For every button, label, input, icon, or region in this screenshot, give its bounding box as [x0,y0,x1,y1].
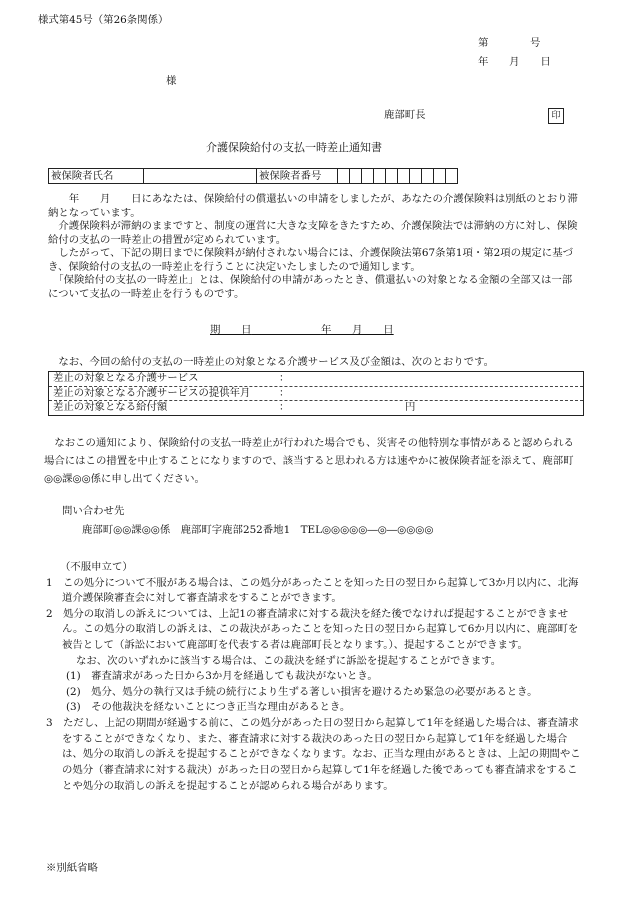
due-date-label: 期 日 [210,324,252,336]
target-row [49,372,583,387]
notice-text: なおこの通知により、保険給付の支払一時差止が行われた場合でも、災害その他特別な事情があると認められる場合にはこの措置を中止することになりますので、該当すると思われる方は速やかに被保険者証を添えて、鹿部町◎◎課◎◎係に申し出てください。 [44,437,574,486]
target-intro: なお、今回の給付の支払の一時差止の対象となる介護サービス及び金額は、次のとおりです。 [48,356,494,368]
amount-unit: 円 [405,401,416,413]
document-title: 介護保険給付の支払一時差止通知書 [206,141,382,154]
target-row-colon: ： [279,372,290,384]
target-table [48,371,584,416]
appeal-sub-item: (1) 審査請求があった日から3か月を経過しても裁決がないとき。 [66,670,378,683]
contact-info: 鹿部町◎◎課◎◎係 鹿部町字鹿部252番地1 TEL◎◎◎◎◎―◎―◎◎◎◎ [82,524,434,536]
insured-info-table [48,168,458,184]
insured-number-box [410,169,422,184]
document-number: 第 号 [478,37,541,49]
insured-name-value [144,169,257,184]
insured-number-box [446,169,458,184]
contact-label: 問い合わせ先 [62,505,125,517]
insured-number-box [350,169,362,184]
target-row [49,401,583,415]
document-date: 年 月 日 [478,56,551,68]
target-row-label: 差止の対象となる給付額 [53,401,168,413]
target-row-colon: ： [279,401,290,413]
appeal-item-2-note: なお、次のいずれかに該当する場合は、この裁決を経ずに訴訟を提起することができます。 [76,654,502,667]
insured-number-box [374,169,386,184]
appeal-sub-item: (2) 処分、処分の執行又は手続の続行により生ずる著しい損害を避けるため緊急の必要があるとき。 [66,685,538,698]
target-row [49,387,583,402]
target-row-label: 差止の対象となる介護サービスの提供年月 [53,386,251,399]
target-row-colon: ： [279,386,290,399]
issuer-name: 鹿部町長 [384,109,426,121]
insured-number-label: 被保険者番号 [257,169,338,184]
insured-number-box [362,169,374,184]
body-paragraph: 「保険給付の支払の一時差止」とは、保険給付の申請があったとき、償還払いの対象となる金額の全部又は一部について支払の一時差止を行うものです。 [48,274,573,300]
body-text [48,193,582,301]
footnote: ※別紙省略 [46,862,98,874]
due-date-value: 年 月 日 [320,324,394,336]
target-row-label: 差止の対象となる介護サービス [53,372,199,384]
body-paragraph: したがって、下記の期日までに保険料が納付されない場合には、介護保険法第67条第1項・第2項の規定に基づき、保険給付の支払の一時差止を行うことに決定いたしましたので通知します。 [48,247,573,273]
insured-number-box [422,169,434,184]
insured-name-label: 被保険者氏名 [49,169,144,184]
form-number: 様式第45号（第26条関係） [38,14,169,26]
appeal-sub-item: (3) その他裁決を経ないことにつき正当な理由があるとき。 [66,701,351,714]
appeal-section [46,560,584,794]
insured-number-box [338,169,350,184]
notice-paragraph [44,434,582,489]
appeal-item-2: 2 処分の取消しの訴えについては、上記1の審査請求に対する裁決を経た後でなければ提起することができません。この処分の取消しの訴えは、この裁決があったことを知った日の翌日から起算して6か月以内に、鹿部町を被告として（訴訟において鹿部町を代表する者は鹿部町長となります。）、提起することができます。 [46,607,579,652]
body-paragraph: 年 月 日にあなたは、保険給付の償還払いの申請をしましたが、あなたの介護保険料は別紙のとおり滞納となっています。 [48,193,578,219]
body-paragraph: 介護保険料が滞納のままですと、制度の運営に大きな支障をきたすため、介護保険法では滞納の方に対し、保険給付の支払の一時差止の措置が定められています。 [48,220,578,246]
addressee: 様 [166,75,177,87]
appeal-heading: （不服申立て） [60,561,133,573]
seal-stamp [548,108,564,124]
insured-number-box [434,169,446,184]
seal-mark: 印 [551,111,561,121]
insured-number-box [386,169,398,184]
appeal-item-1: 1 この処分について不服がある場合は、この処分があったことを知った日の翌日から起算して3か月以内に、北海道介護保険審査会に対して審査請求をすることができます。 [46,576,579,605]
due-date-line [210,324,394,338]
appeal-item-3: 3 ただし、上記の期間が経過する前に、この処分があった日の翌日から起算して1年を経過した場合は、審査請求をすることができなくなり、また、審査請求に対する裁決のあった日の翌日から起算して1年を経過した場合は、処分の取消しの訴えを提起することができなくなります。なお、正当な理由があるときは、上記の期間やこの処分（審査請求に対する裁決）があった日の翌日から起算して1年を経過した後であっても審査請求をすることや処分の取消しの訴えを提起することが認められる場合があります。 [46,717,581,792]
insured-number-box [398,169,410,184]
